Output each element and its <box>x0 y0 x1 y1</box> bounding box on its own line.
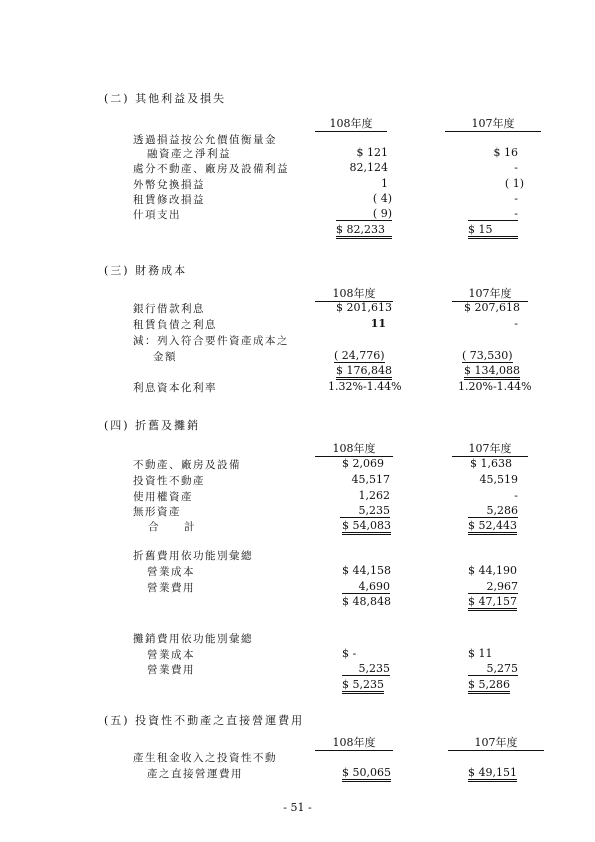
row-label: 營業成本 <box>147 649 195 661</box>
value-107: 2,967 <box>468 580 518 594</box>
row-label: 產生租金收入之投資性不動 <box>133 752 277 764</box>
subsection-title-amortization-by-function: 攤銷費用依功能別彙總 <box>133 633 253 645</box>
total-107: $ 134,088 <box>464 364 520 380</box>
row-label: 外幣兌換損益 <box>133 179 205 191</box>
value-108: $ 50,065 <box>342 766 391 782</box>
value-108: 4,690 <box>342 580 390 594</box>
value-108: 5,235 <box>340 504 390 518</box>
total-107: $ 15 <box>468 223 518 239</box>
column-header-107: 107年度 <box>452 440 528 457</box>
row-label: 營業成本 <box>147 566 195 578</box>
value-108: 5,235 <box>342 662 390 676</box>
value-107: 5,286 <box>468 504 518 518</box>
value-108: ( 9) <box>336 207 392 221</box>
value-108: 82,124 <box>349 161 388 174</box>
total-107: $ 5,286 <box>468 678 510 694</box>
row-label: 營業費用 <box>147 664 195 676</box>
total-107: $ 47,157 <box>468 595 517 611</box>
section-title-finance-costs: (三) 財務成本 <box>104 264 188 277</box>
value-108: 1.32%-1.44% <box>328 380 402 393</box>
value-107: - <box>514 317 518 330</box>
row-label: 營業費用 <box>147 582 195 594</box>
value-107: $ 16 <box>493 146 518 159</box>
row-label: 金額 <box>153 351 177 363</box>
total-108: $ 54,083 <box>342 519 391 535</box>
value-107: - <box>514 489 518 502</box>
value-107: - <box>514 192 518 205</box>
value-108: 1,262 <box>358 489 390 502</box>
value-107: $ 207,618 <box>464 301 520 314</box>
row-label: 處分不動產、廠房及設備利益 <box>133 163 289 175</box>
total-108: $ 5,235 <box>342 678 384 694</box>
row-label: 產之直接營運費用 <box>147 768 243 780</box>
value-107: - <box>468 207 518 221</box>
column-header-107: 107年度 <box>448 734 544 751</box>
value-107: $ 49,151 <box>468 766 517 782</box>
column-header-108: 108年度 <box>315 115 387 132</box>
value-107: $ 11 <box>468 647 493 660</box>
row-label: 無形資產 <box>133 506 181 518</box>
value-108: $ 121 <box>356 146 388 159</box>
value-107: ( 73,530) <box>462 349 513 362</box>
row-label: 銀行借款利息 <box>133 303 205 315</box>
row-label: 減：列入符合要件資產成本之 <box>133 335 289 347</box>
total-108: $ 176,848 <box>336 364 392 380</box>
value-108: $ - <box>342 647 357 660</box>
row-label: 透過損益按公允價值衡量金 <box>133 134 277 146</box>
row-label: 不動產、廠房及設備 <box>133 459 241 471</box>
row-label: 租賃修改損益 <box>133 194 205 206</box>
value-107: - <box>514 161 518 174</box>
column-header-107: 107年度 <box>445 115 541 132</box>
total-label: 合 計 <box>148 521 196 533</box>
value-107: $ 1,638 <box>470 457 512 470</box>
total-108: $ 82,233 <box>336 223 392 239</box>
value-108: 45,517 <box>351 473 390 486</box>
subsection-title-depreciation-by-function: 折舊費用依功能別彙總 <box>133 550 253 562</box>
value-107: 1.20%-1.44% <box>458 380 532 393</box>
column-header-108: 108年度 <box>315 285 393 302</box>
value-108: $ 44,158 <box>342 564 391 577</box>
row-label: 租賃負債之利息 <box>133 319 217 331</box>
section-title-depreciation: (四) 折舊及攤銷 <box>104 419 201 432</box>
row-label: 利息資本化利率 <box>133 382 217 394</box>
column-header-107: 107年度 <box>452 285 528 302</box>
value-108: ( 24,776) <box>334 349 385 362</box>
total-108: $ 48,848 <box>342 595 391 608</box>
section-title-other-gains: (二) 其他利益及損失 <box>104 92 227 105</box>
value-107: $ 44,190 <box>468 564 517 577</box>
value-107: ( 1) <box>504 177 524 190</box>
column-header-108: 108年度 <box>315 440 393 457</box>
total-107: $ 52,443 <box>468 519 517 535</box>
section-title-investment-property-expenses: (五) 投資性不動產之直接營運費用 <box>104 714 305 727</box>
value-107: 45,519 <box>479 473 518 486</box>
column-header-108: 108年度 <box>315 734 393 751</box>
row-label: 融資產之淨利益 <box>147 148 231 160</box>
value-108: $ 201,613 <box>336 301 392 314</box>
row-label: 什項支出 <box>133 209 181 221</box>
value-108: 11 <box>370 317 386 330</box>
value-108: 1 <box>381 177 388 190</box>
row-label: 投資性不動產 <box>133 475 205 487</box>
value-108: $ 2,069 <box>342 457 384 470</box>
row-label: 使用權資產 <box>133 491 193 503</box>
value-107: 5,275 <box>468 662 518 676</box>
value-108: ( 4) <box>372 192 392 205</box>
page-number: - 51 - <box>283 801 312 814</box>
